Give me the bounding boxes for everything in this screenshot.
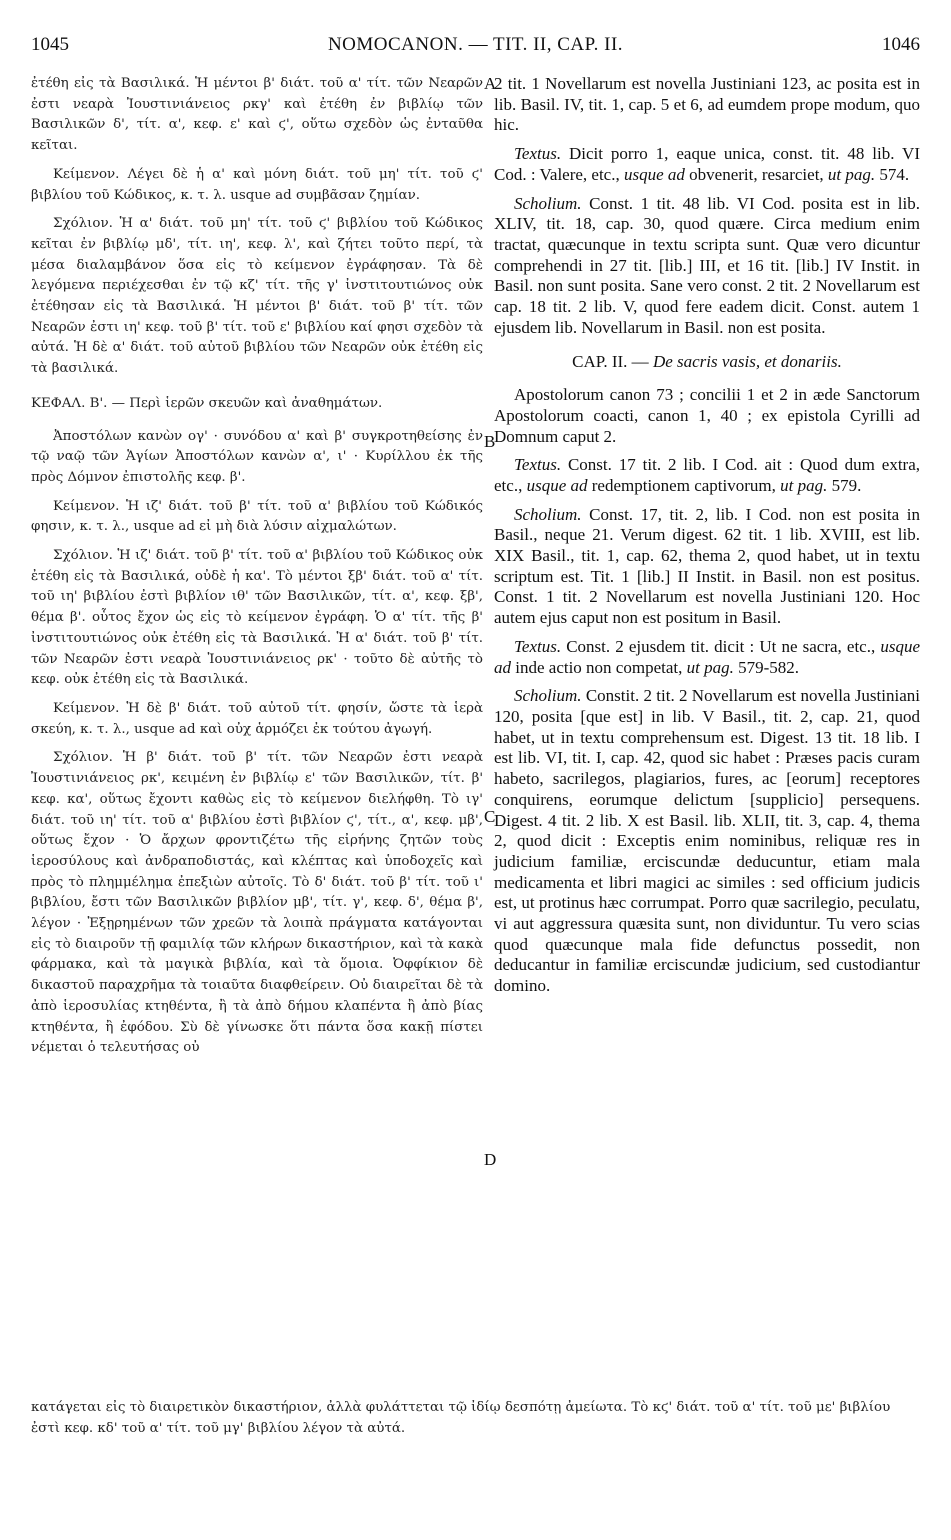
greek-paragraph: Σχόλιον. Ἡ ιζ' διάτ. τοῦ β' τίτ. τοῦ α' βιβλίου τοῦ Κώδικος οὐκ ἐτέθη εἰς τὰ Βασιλικά, οὐδὲ ἡ κα'. Τὸ μέντοι ξβ' διάτ. τοῦ α' τίτ. τοῦ ιη' βιβλίου ἐστὶ βιβλίον ιθ' τῶν Βασιλικῶν, τίτ. α', κεφ. ξβ', θέμα β'. οὗτος ἔχον ὡς εἰς τὸ κείμενον ἐγράφη. Ὁ α' τίτ. τῆς β' ἰνστιτουτιώνος οὐκ ἐτέθη εἰς τὰ Βασιλικά. Ἡ α' διάτ. τοῦ β' τίτ. τῶν Νεαρῶν ἐστι νεαρὰ Ἰουστινιάνειος ρκ' · τοῦτο δὲ αὐτῆς τὸ κεφ. οὐκ ἐτέθη εἰς τὰ Βασιλικά. (31, 548, 483, 688)
page-number-right: 1046 (882, 34, 920, 55)
latin-paragraph: Textus. Const. 2 ejusdem tit. dicit : Ut ne sacra, etc., usque ad inde actio non competat, ut pag. 579-582. (494, 636, 921, 677)
latin-chapter-heading: CAP. II. — De sacris vasis, et donariis. (572, 352, 842, 372)
latin-paragraph: Textus. Dicit porro 1, eaque unica, const. tit. 48 lib. VI Cod. : Valere, etc., usque ad obvenerit, resarciet, ut pag. 574. (494, 144, 920, 184)
greek-column (31, 74, 483, 1067)
latin-paragraph: Textus. Const. 17 tit. 2 lib. I Cod. ait : Quod dum extra, etc., usque ad redemptionem captivorum, ut pag. 579. (494, 455, 920, 495)
margin-marker-c: C (484, 807, 496, 826)
greek-paragraph: Σχόλιον. Ἡ α' διάτ. τοῦ μη' τίτ. τοῦ ϛ' βιβλίου τοῦ Κώδικος κεῖται ἐν βιβλίῳ μδ', τίτ. ιη', κεφ. λ', καὶ ζήτει τοῦτο περί, τὰ μέσα διαλαμβάνον ὅσα εἰς τὸ κείμενον ἐγράφησαν. Τὰ δὲ λεγόμενα περιέχεσθαι ἐν τῷ κζ' τίτ. τῆς γ' ἰνστιτουτιώνος οὐκ ἐτέθησαν εἰς τὰ Βασιλικά. Ἡ μέντοι β' διάτ. τοῦ β' τίτ. τῶν Νεαρῶν ἐστι ιη' κεφ. τοῦ β' τίτ. τοῦ ε' βιβλίου καί φησι σχεδὸν τὰ αὐτά. Ἡ δὲ α' διάτ. τοῦ αὐτοῦ βιβλίου τῶν Νεαρῶν οὐκ ἐτέθη εἰς τὰ βασιλικά. (31, 216, 483, 377)
scholium-label: Scholium. (514, 193, 582, 213)
textus-label: Textus. (514, 144, 562, 164)
latin-paragraph: Scholium. Const. 17, tit. 2, lib. I Cod. non est posita in Basil., neque 21. Verum digest. 62 tit. 1 lib. XVIII, est lib. XIX Basil., tit. 1, cap. 62, thema 2, quod habet, ut in textu scriptum est. Tit. 1 [lib.] II Instit. in Basil. non est positus. Const. 1 tit. 2 Novellarum est novella Justiniani 120. Hoc autem ejus caput non est positum in Basil. (494, 504, 920, 628)
greek-chapter-heading: ΚΕΦΑΛ. Β'. — Περὶ ἱερῶν σκευῶν καὶ ἀναθημάτων. (31, 395, 383, 411)
scholium-label: Scholium. (514, 686, 582, 706)
full-width-greek-line: κατάγεται εἰς τὸ διαιρετικὸν δικαστήριον, ἀλλὰ φυλάττεται τῷ ἰδίῳ δεσπότῃ ἀμείωτα. Τὸ κϛ' διάτ. τοῦ α' τίτ. τοῦ με' βιβλίου ἐστὶ κεφ. κδ' τοῦ α' τίτ. τοῦ μγ' βιβλίου λέγον τὰ αὐτά. (31, 1400, 891, 1436)
margin-marker-a: A (484, 74, 497, 93)
margin-marker-d: D (484, 1150, 497, 1169)
textus-label: Textus. (514, 636, 562, 656)
latin-paragraph: Apostolorum canon 73 ; concilii 1 et 2 in æde Sanctorum Apostolorum coacti, canon 1, 40 ; ex epistola Cyrilli ad Domnum caput 2. (494, 385, 920, 446)
latin-paragraph: Scholium. Const. 1 tit. 48 lib. VI Cod. posita est in lib. XLIV, tit. 18, cap. 30, quod quære. Circa medium enim tractat, quæcunque in textu scripta sunt. Quæ vero dicuntur comprehendi in 27 tit. [lib.] III, et 16 tit. [lib.] IV Instit. in Basil. non sunt posita. Sane vero const. 2 tit. 2 Novellarum est cap. 18 tit. 2 lib. V, quod fere eadem dicit. Const. autem 1 ejusdem lib. Novellarum in Basil. non est posita. (494, 193, 920, 337)
greek-paragraph: Κείμενον. Ἡ δὲ β' διάτ. τοῦ αὐτοῦ τίτ. φησίν, ὥστε τὰ ἱερὰ σκεύη, κ. τ. λ., usque ad καὶ οὐχ ἁρμόζει ἐκ τούτου ἀγωγή. (31, 700, 483, 737)
latin-paragraph: 2 tit. 1 Novellarum est novella Justiniani 123, ac posita est in lib. Basil. IV, tit. 1, cap. 5 et 6, ad eumdem prope modum, quo hic. (494, 74, 920, 135)
scholium-label: Scholium. (514, 504, 582, 524)
margin-marker-b: B (484, 432, 496, 451)
textus-label: Textus. (514, 455, 562, 475)
greek-paragraph: Σχόλιον. Ἡ β' διάτ. τοῦ β' τίτ. τῶν Νεαρῶν ἐστι νεαρὰ Ἰουστινιάνειος ρκ', κειμένη ἐν βιβλίῳ ε' τῶν Βασιλικῶν, τίτ. β' κεφ. κα', οὕτως ἔχοντι καθὼς εἰς τὸ κείμενον διελήφθη. Τὸ ιγ' διάτ. τοῦ ιη' τίτ. τοῦ α' βιβλίου ἐστὶ βιβλίον ϛ', τίτ., α', κεφ. μβ', οὕτως ἔχον · Ὁ ἄρχων φροντιζέτω τῆς εἰρήνης ζητῶν τοὺς ἱεροσύλους καὶ ἀνδραποδιστάς, καὶ κλέπτας καὶ ὑποδοχεῖς καὶ πρὸς τὸ πλημμέλημα ἐπεξιὼν αὐτοῖς. Τὸ δ' διάτ. τοῦ β' τίτ. τοῦ ι' βιβλίου, ἔστι τῶν Βασιλικῶν βιβλίον μβ', τίτ. γ', κεφ. δ', θέμα β', λέγον · Ἐξῃρημένων τῶν χρεῶν τὰ λοιπὰ πράγματα κατάγονται εἰς τὸ διαιροῦν τῇ φαμιλίᾳ τῶν κλήρων δικαστήριον, καὶ τὰ κακὰ φάρμακα, καὶ τὰ μαγικὰ βιβλία, καὶ τὰ ὅμοια. Ὀφφίκιον δὲ δικαστοῦ παραχρῆμα τὰ τοιαῦτα διαφθείρειν. Οὐ διαιρεῖται δὲ τὰ ἀπὸ ἱεροσυλίας κτηθέντα, ἢ τὰ ἀπὸ δήμου κλαπέντα ἢ ἀπὸ βίας κτηθέντα, ἢ ἐφόδου. Σὺ δὲ γίνωσκε ὅτι πάντα ὅσα κακῇ πίστει νέμεται ὁ τελευτήσας οὐ (31, 750, 483, 1056)
greek-paragraph: ἐτέθη εἰς τὰ Βασιλικά. Ἡ μέντοι β' διάτ. τοῦ α' τίτ. τῶν Νεαρῶν ἐστι νεαρὰ Ἰουστινιάνειος ρκγ' καὶ ἐτέθη ἐν βιβλίῳ τῶν Βασιλικῶν δ', τίτ. α', κεφ. ε' καὶ ϛ', οὕτω σχεδὸν ὡς ἐνταῦθα κεῖται. (31, 76, 483, 154)
greek-paragraph: Κείμενον. Λέγει δὲ ἡ α' καὶ μόνη διάτ. τοῦ μη' τίτ. τοῦ ϛ' βιβλίου τοῦ Κώδικος, κ. τ. λ. usque ad συμβᾶσαν ζημίαν. (31, 166, 483, 203)
greek-paragraph: Ἀποστόλων κανὼν ογ' · συνόδου α' καὶ β' συγκροτηθείσης ἐν τῷ ναῷ τῶν Ἁγίων Ἀποστόλων κανὼν α', ι' · Κυρίλλου ἐκ τῆς πρὸς Δόμνον ἐπιστολῆς κεφ. β'. (31, 428, 483, 485)
latin-paragraph: Scholium. Constit. 2 tit. 2 Novellarum est novella Justiniani 120, posita [que est] in lib. V Basil., tit. 2, cap. 21, quod habet, ut in textu comprehensum est. Digest. 13 tit. 18 lib. I est lib. VI, tit. I, cap. 42, quod sic habet : Præses pacis curam habeto, sacrilegos, plagiarios, fures, ac [eorum] receptores conquirens, eorumque delictum [supplicio] persequens. Digest. 4 tit. 2 lib. X est Basil. lib. XLII, tit. 3, cap. 4, thema 2, quod dicit : Exceptis enim nominibus, reliquæ res in judicium familiæ, erciscundæ deducuntur, etiam mala medicamenta et libri magici ac similes : sed officium judicis est, ut protinus hæc corrumpat. Porro quæ sacrilegio, peculatu, vi aut aggressura quæsita sunt, non dividuntur. Tu vero scias quod quæcunque mala fide defunctus possedit, non deducantur in familiæ erciscundæ judicium, sed custodiantur domino. (494, 686, 920, 996)
running-title: NOMOCANON. — TIT. II, CAP. II. (327, 34, 624, 55)
greek-paragraph: Κείμενον. Ἡ ιζ' διάτ. τοῦ β' τίτ. τοῦ α' βιβλίου τοῦ Κώδικός φησιν, κ. τ. λ., usque ad εἰ μὴ διὰ λύσιν αἰχμαλώτων. (31, 498, 483, 535)
page-number-left: 1045 (31, 34, 69, 55)
running-header (31, 34, 920, 60)
latin-column (494, 74, 920, 1005)
